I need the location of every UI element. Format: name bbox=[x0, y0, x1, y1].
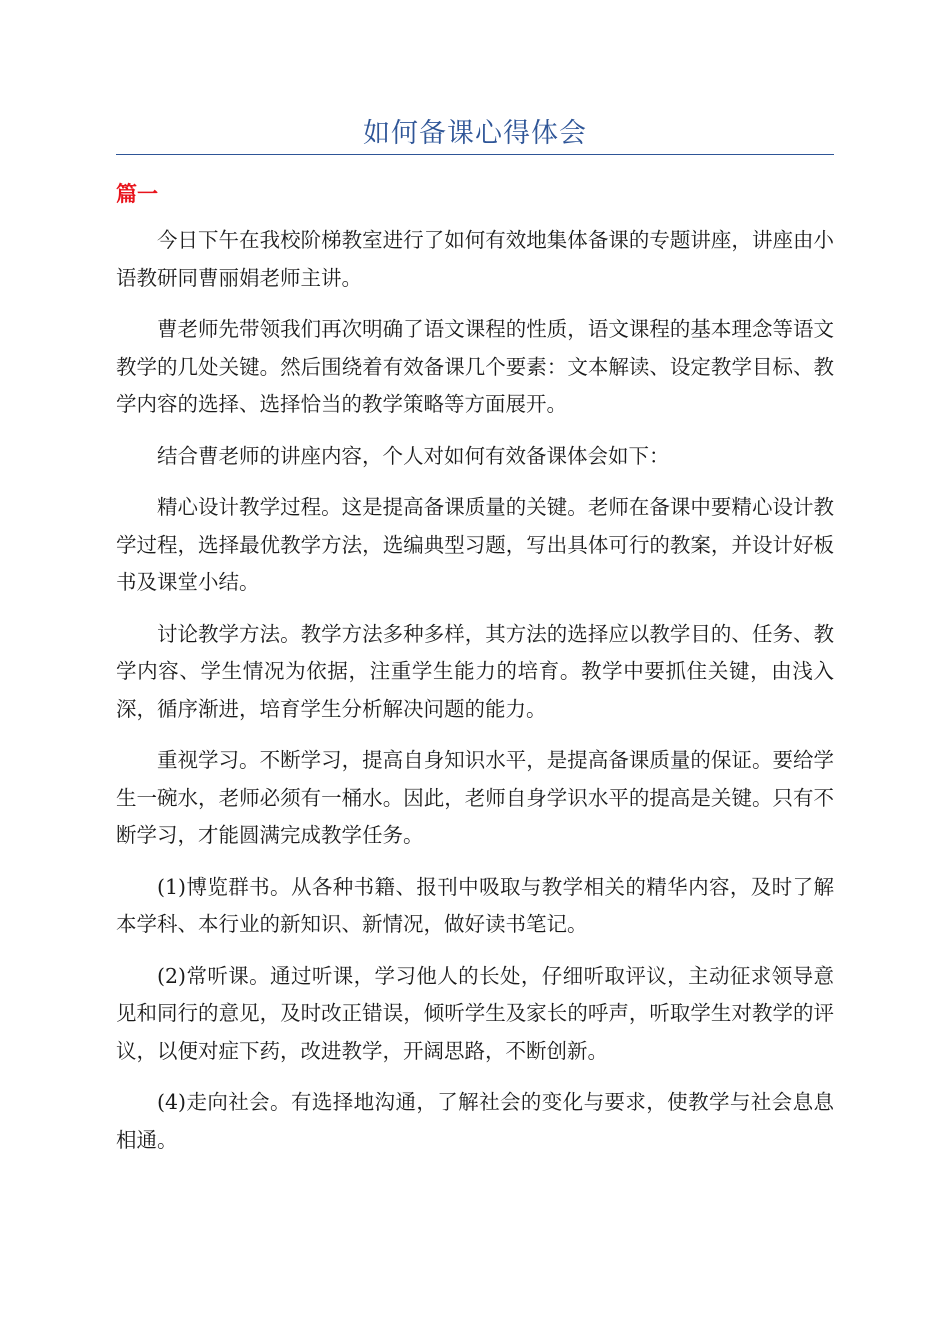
document-title: 如何备课心得体会 bbox=[363, 118, 587, 149]
paragraph-2: 曹老师先带领我们再次明确了语文课程的性质，语文课程的基本理念等语文教学的几处关键。然后围绕着有效备课几个要素：文本解读、设定教学目标、教学内容的选择、选择恰当的教学策略等方面展开。 bbox=[116, 317, 834, 416]
paragraph-3: 结合曹老师的讲座内容，个人对如何有效备课体会如下： bbox=[157, 443, 670, 468]
paragraph-1: 今日下午在我校阶梯教室进行了如何有效地集体备课的专题讲座，讲座由小语教研同曹丽娟老师主讲。 bbox=[116, 228, 834, 290]
paragraph-8: (2)常听课。通过听课，学习他人的长处，仔细听取评议，主动征求领导意见和同行的意见，及时改正错误，倾听学生及家长的呼声，听取学生对教学的评议，以便对症下药，改进教学，开阔思路，不断创新。 bbox=[116, 963, 834, 1063]
paragraph-4: 精心设计教学过程。这是提高备课质量的关键。老师在备课中要精心设计教学过程，选择最优教学方法，选编典型习题，写出具体可行的教案，并设计好板书及课堂小结。 bbox=[116, 495, 834, 594]
paragraph-9: (4)走向社会。有选择地沟通，了解社会的变化与要求，使教学与社会息息相通。 bbox=[116, 1090, 834, 1152]
document-body bbox=[116, 222, 834, 1173]
paragraph-6: 重视学习。不断学习，提高自身知识水平，是提高备课质量的保证。要给学生一碗水，老师必须有一桶水。因此，老师自身学识水平的提高是关键。只有不断学习，才能圆满完成教学任务。 bbox=[116, 748, 834, 847]
section-heading: 篇一 bbox=[116, 182, 158, 206]
title-underline bbox=[116, 154, 834, 155]
paragraph-5: 讨论教学方法。教学方法多种多样，其方法的选择应以教学目的、任务、教学内容、学生情况为依据，注重学生能力的培育。教学中要抓住关键，由浅入深，循序渐进，培育学生分析解决问题的能力。 bbox=[116, 621, 834, 721]
paragraph-7: (1)博览群书。从各种书籍、报刊中吸取与教学相关的精华内容，及时了解本学科、本行业的新知识、新情况，做好读书笔记。 bbox=[116, 874, 834, 936]
